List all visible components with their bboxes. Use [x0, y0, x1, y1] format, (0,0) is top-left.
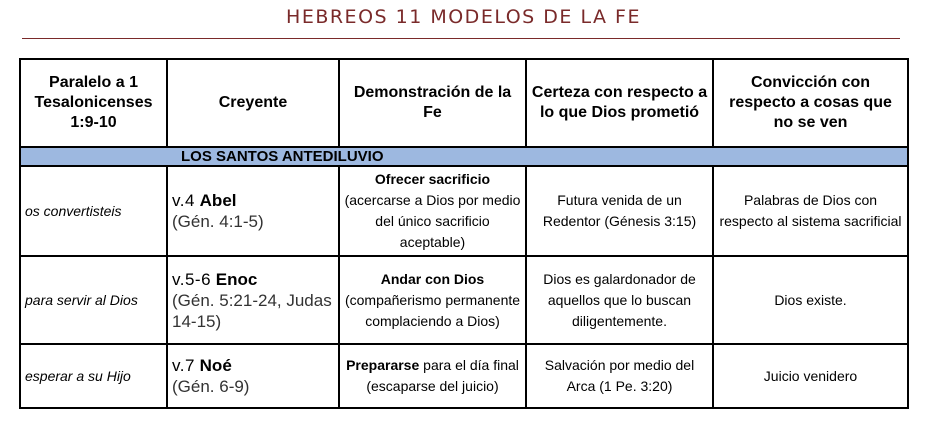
scripture-ref: (Gén. 6-9): [172, 377, 250, 396]
table-header-row: [20, 59, 908, 147]
header-demostracion: Demonstración de la Fe: [339, 59, 526, 147]
demonstration-lead: Ofrecer sacrificio: [374, 171, 491, 187]
verse-ref: v.5-6: [172, 269, 212, 289]
demonstration-detail: para el día final (escaparse del juicio): [366, 357, 519, 394]
section-label: LOS SANTOS ANTEDILUVIO: [20, 147, 908, 166]
certeza-cell: Salvación por medio del Arca (1 Pe. 3:20): [526, 344, 713, 408]
page-title: HEBREOS 11 MODELOS DE LA FE: [286, 6, 641, 28]
believer-cell: [167, 166, 339, 256]
paralelo-cell: esperar a su Hijo: [20, 344, 167, 408]
demonstration-cell: [339, 166, 526, 256]
demonstration-detail: (compañerismo permanente complaciendo a Dios): [344, 291, 521, 329]
header-paralelo: Paralelo a 1 Tesalonicenses 1:9-10: [20, 59, 167, 147]
faith-models-table: [19, 58, 909, 409]
believer-cell: [167, 256, 339, 344]
paralelo-cell: para servir al Dios: [20, 256, 167, 344]
believer-name: Noé: [199, 356, 232, 375]
demonstration-detail: (acercarse a Dios por medio del único sacrificio aceptable): [344, 192, 521, 250]
scripture-ref: (Gén. 5:21-24, Judas 14-15): [172, 290, 332, 331]
title-divider: [22, 38, 900, 39]
header-conviccion: Convicción con respecto a cosas que no se ven: [713, 59, 908, 147]
certeza-cell: Futura venida de un Redentor (Génesis 3:15): [526, 166, 713, 256]
conviccion-cell: Palabras de Dios con respecto al sistema sacrificial: [713, 166, 908, 256]
believer-name: Abel: [199, 191, 237, 210]
verse-ref: v.7: [172, 356, 195, 375]
conviccion-cell: Dios existe.: [713, 256, 908, 344]
conviccion-cell: Juicio venidero: [713, 344, 908, 408]
verse-ref: v.4: [172, 191, 195, 210]
section-row: [20, 147, 908, 166]
table-row: [20, 166, 908, 256]
demonstration-lead: Andar con Dios: [380, 270, 485, 287]
certeza-cell: Dios es galardonador de aquellos que lo buscan diligentemente.: [526, 256, 713, 344]
header-certeza: Certeza con respecto a lo que Dios prometió: [526, 59, 713, 147]
demonstration-cell: [339, 344, 526, 408]
table-row: [20, 344, 908, 408]
table-row: [20, 256, 908, 344]
believer-cell: [167, 344, 339, 408]
scripture-ref: (Gén. 4:1-5): [172, 212, 264, 231]
paralelo-cell: os convertisteis: [20, 166, 167, 256]
header-creyente: Creyente: [167, 59, 339, 147]
believer-name: Enoc: [215, 269, 258, 289]
demonstration-lead: Prepararse: [346, 357, 420, 373]
demonstration-cell: [339, 256, 526, 344]
